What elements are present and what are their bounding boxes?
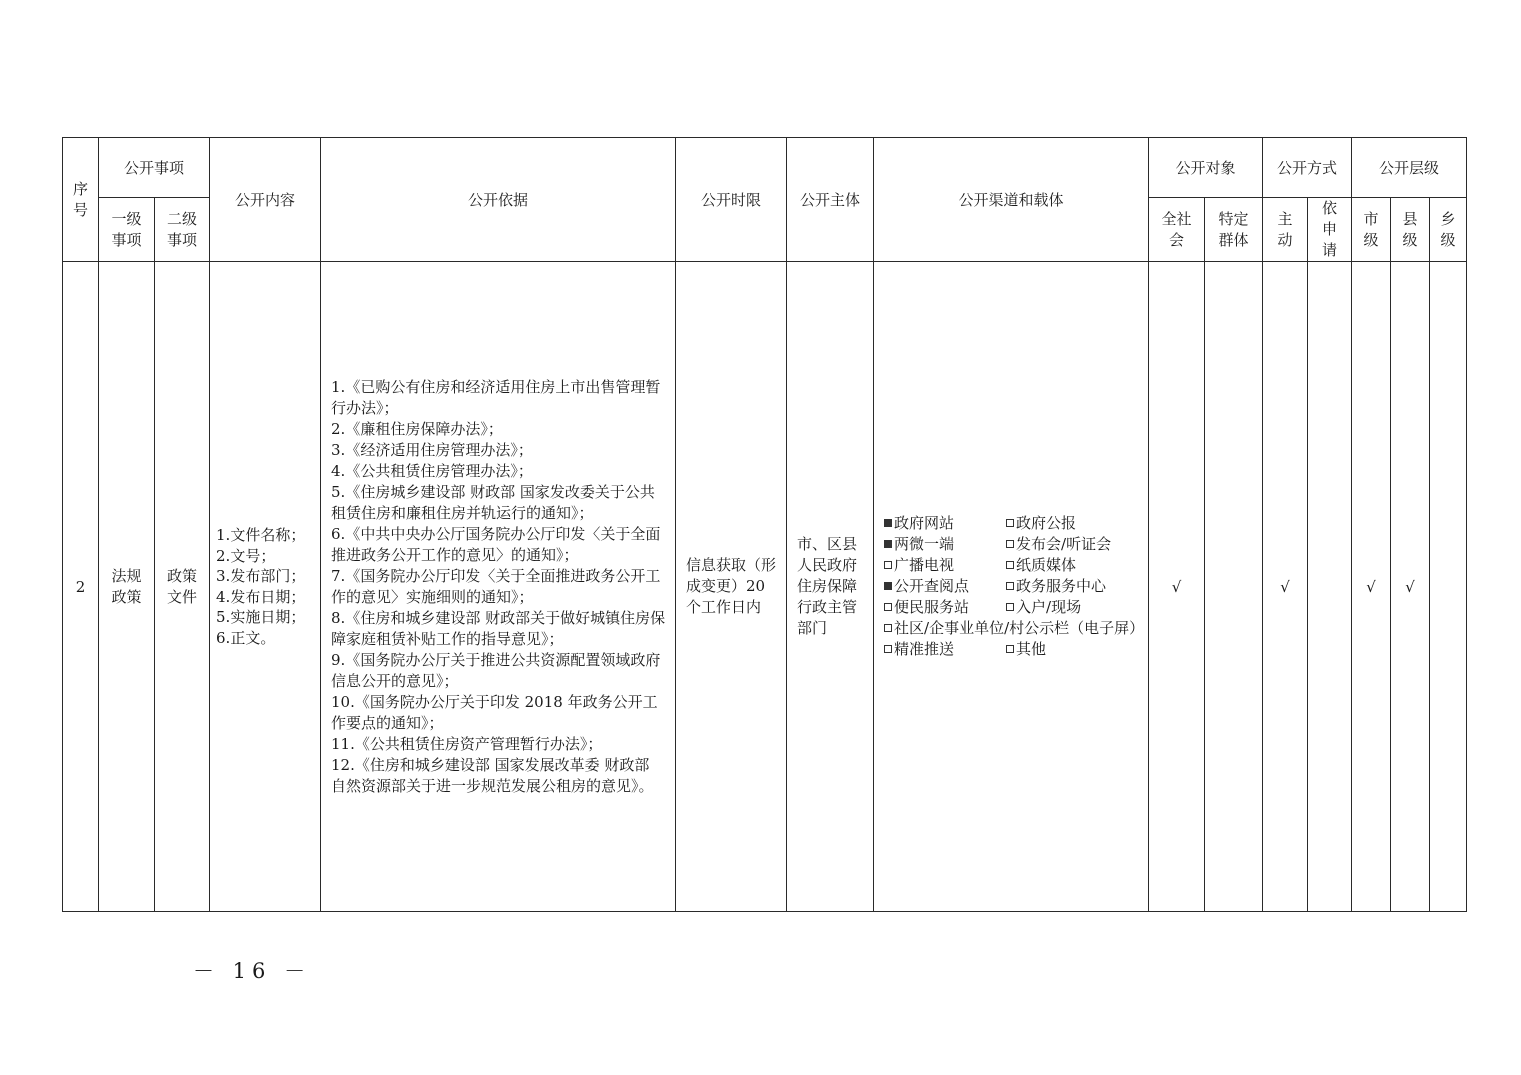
- basis-item: 6.《中共中央办公厅国务院办公厅印发〈关于全面推进政务公开工作的意见〉的通知》；: [331, 524, 661, 564]
- unchecked-box-icon: [884, 624, 892, 632]
- unchecked-box-icon: [1006, 540, 1014, 548]
- table-row: [63, 262, 1467, 912]
- row-level2: 政策文件: [155, 262, 210, 912]
- checked-box-icon: [884, 519, 892, 527]
- content-item: 3.发布部门；: [216, 567, 306, 585]
- unchecked-box-icon: [1006, 603, 1014, 611]
- channel-gazette: 政府公报: [1006, 513, 1146, 534]
- unchecked-box-icon: [884, 603, 892, 611]
- channel-service-center: 政务服务中心: [1006, 576, 1146, 597]
- row-subject: 市、区县人民政府住房保障行政主管部门: [787, 262, 874, 912]
- channel-two-micro: 两微一端: [884, 534, 1006, 555]
- channel-other: 其他: [1006, 639, 1146, 660]
- channel-press: 发布会/听证会: [1006, 534, 1146, 555]
- channel-broadcast: 广播电视: [884, 555, 1006, 576]
- basis-item: 10.《国务院办公厅关于印发 2018 年政务公开工作要点的通知》；: [331, 692, 658, 732]
- checked-box-icon: [884, 582, 892, 590]
- header-level: 公开层级: [1352, 138, 1467, 198]
- content-item: 1.文件名称；: [216, 526, 306, 544]
- header-content: 公开内容: [210, 138, 321, 262]
- row-level1: 法规政策: [99, 262, 155, 912]
- channel-push: 精准推送: [884, 639, 1006, 660]
- basis-item: 7.《国务院办公厅印发〈关于全面推进政务公开工作的意见〉实施细则的通知》；: [331, 566, 661, 606]
- unchecked-box-icon: [884, 645, 892, 653]
- basis-item: 9.《国务院办公厅关于推进公共资源配置领域政府信息公开的意见》；: [331, 650, 661, 690]
- content-item: 2.文号；: [216, 546, 276, 565]
- channel-onsite: 入户/现场: [1006, 597, 1146, 618]
- disclosure-table: [62, 137, 1467, 912]
- header-target-group: 特定群体: [1205, 198, 1263, 262]
- unchecked-box-icon: [1006, 519, 1014, 527]
- basis-item: 11.《公共租赁住房资产管理暂行办法》；: [331, 734, 603, 753]
- unchecked-box-icon: [1006, 645, 1014, 653]
- header-method-active: 主动: [1263, 198, 1308, 262]
- basis-item: 1.《已购公有住房和经济适用住房上市出售管理暂行办法》；: [331, 377, 661, 417]
- unchecked-box-icon: [1006, 561, 1014, 569]
- basis-item: 8.《住房和城乡建设部 财政部关于做好城镇住房保障家庭租赁补贴工作的指导意见》；: [331, 608, 666, 648]
- header-basis: 公开依据: [321, 138, 676, 262]
- row-target-all: √: [1149, 262, 1205, 912]
- basis-item: 3.《经济适用住房管理办法》；: [331, 440, 533, 459]
- row-content: [210, 262, 321, 912]
- row-level-city: √: [1352, 262, 1391, 912]
- basis-item: 4.《公共租赁住房管理办法》；: [331, 461, 533, 480]
- disclosure-table-sheet: [62, 137, 1466, 909]
- header-method: 公开方式: [1263, 138, 1352, 198]
- unchecked-box-icon: [884, 561, 892, 569]
- header-target-all: 全社会: [1149, 198, 1205, 262]
- header-matter: 公开事项: [99, 138, 210, 198]
- channel-reading-point: 公开查阅点: [884, 576, 1006, 597]
- basis-item: 12.《住房和城乡建设部 国家发展改革委 财政部 自然资源部关于进一步规范发展公租房的意见》。: [331, 755, 654, 795]
- header-level-county: 县级: [1391, 198, 1430, 262]
- row-basis: [321, 262, 676, 912]
- header-seq: 序号: [63, 138, 99, 262]
- header-target: 公开对象: [1149, 138, 1263, 198]
- header-method-request: 依申请: [1308, 198, 1352, 262]
- row-seq: 2: [63, 262, 99, 912]
- checked-box-icon: [884, 540, 892, 548]
- header-level-city: 市级: [1352, 198, 1391, 262]
- header-subject: 公开主体: [787, 138, 874, 262]
- row-time-limit: 信息获取（形成变更）20个工作日内: [676, 262, 787, 912]
- row-method-active: √: [1263, 262, 1308, 912]
- content-item: 5.实施日期；: [216, 608, 306, 626]
- header-level1: 一级事项: [99, 198, 155, 262]
- row-level-county: √: [1391, 262, 1430, 912]
- content-item: 4.发布日期；: [216, 587, 306, 606]
- row-target-group: [1205, 262, 1263, 912]
- row-channels: [874, 262, 1149, 912]
- channel-convenience: 便民服务站: [884, 597, 1006, 618]
- page-number: － 16 －: [193, 959, 312, 983]
- channel-gov-site: 政府网站: [884, 513, 1006, 534]
- header-level2: 二级事项: [155, 198, 210, 262]
- row-level-town: [1430, 262, 1467, 912]
- header-channels: 公开渠道和载体: [874, 138, 1149, 262]
- basis-item: 5.《住房城乡建设部 财政部 国家发改委关于公共租赁住房和廉租住房并轨运行的通知》；: [331, 482, 655, 522]
- basis-item: 2.《廉租住房保障办法》；: [331, 419, 503, 438]
- channel-bulletin: 社区/企事业单位/村公示栏（电子屏）: [884, 618, 1146, 639]
- header-level-town: 乡级: [1430, 198, 1467, 262]
- content-item: 6.正文。: [216, 628, 276, 647]
- channel-paper: 纸质媒体: [1006, 555, 1146, 576]
- unchecked-box-icon: [1006, 582, 1014, 590]
- header-time-limit: 公开时限: [676, 138, 787, 262]
- row-method-request: [1308, 262, 1352, 912]
